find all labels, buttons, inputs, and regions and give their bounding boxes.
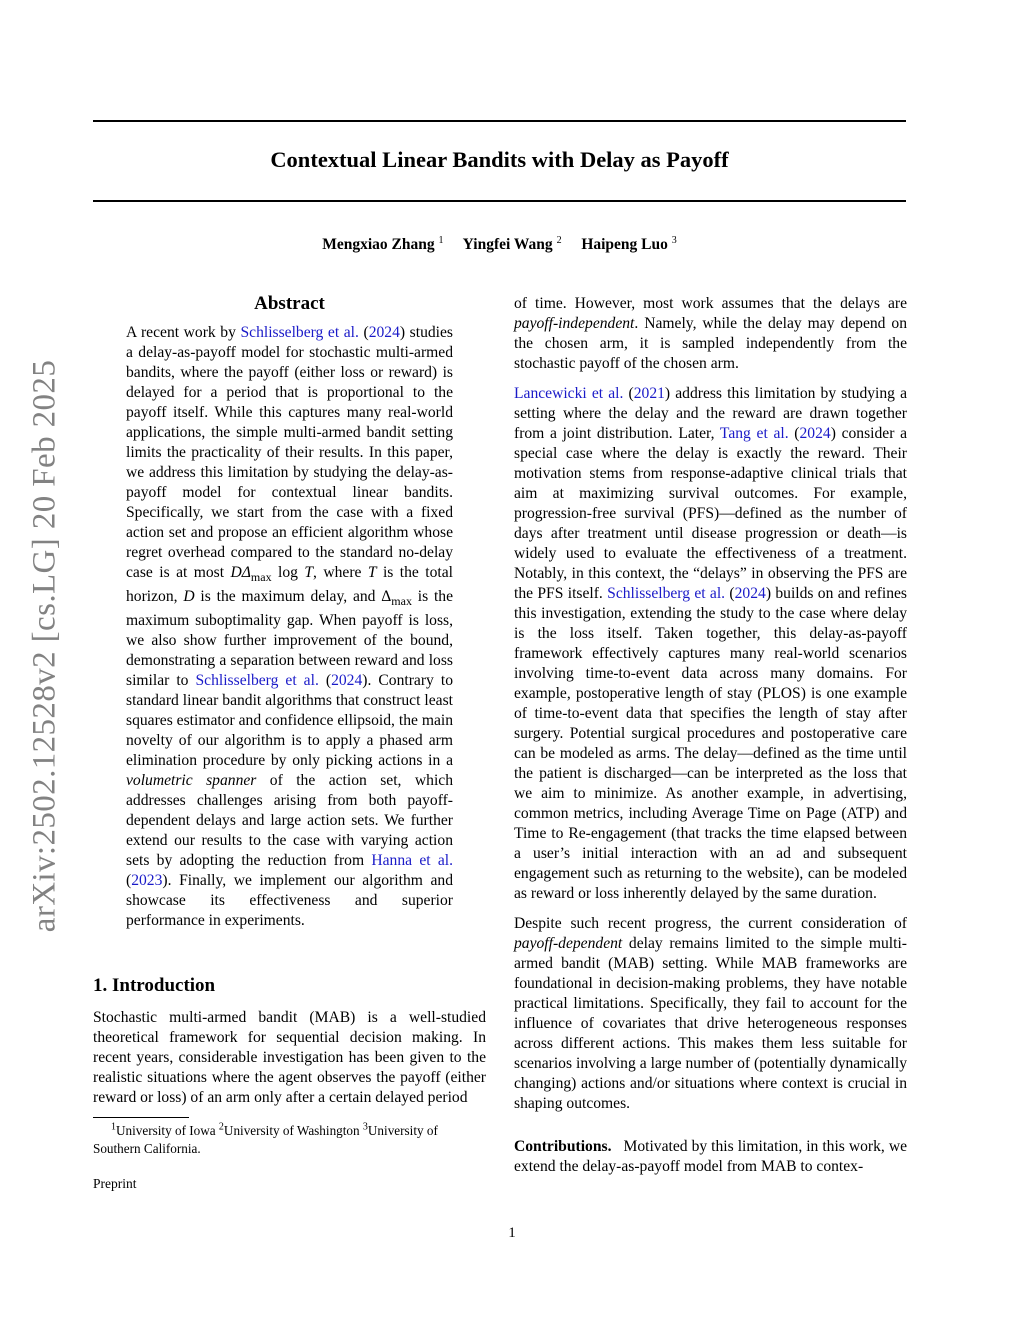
section-heading-introduction: 1. Introduction: [93, 975, 216, 997]
math-delta-max: $\Delta_{max}$: [381, 588, 412, 609]
paragraph: Despite such recent progress, the current consideration of payoff-dependent delay remains limited to the simple multi-armed bandit (MAB) setting. While MAB frameworks are foundational in decision-making problems, they have notable practical limitations. Specifically, they fail to account for the influence of covariates that drive heterogeneous responses across different actions. This makes them less suitable for scenarios involving a large number of (potentially dynamically changing) actions and/or situations where context is crucial in shaping outcomes.: [514, 915, 907, 1112]
author-list: [93, 234, 906, 256]
title-top-rule: [93, 120, 906, 122]
paragraph: Lancewicki et al. (2021) address this limitation by studying a setting where the delay and the reward are drawn together from a joint distribution. Later, Tang et al. (2024) consider a special case where the delay is exactly the reward. Their motivation stems from response-adaptive clinical trials that aim at maximizing survival outcomes. For example, progression-free survival (PFS)—defined as the number of days after treatment until disease progression or death—is widely used to evaluate the effectiveness of a treatment. Notably, in this context, the “delays” in observing the PFS are the PFS itself. Schlisselberg et al. (2024) builds on and refines this investigation, extending the study to the case where delay is the loss itself. Taken together, this delay-as-payoff framework effectively captures many real-world scenarios involving time-to-event data across many domains. For example, postoperative length of stay (PLOS) is one example of time-to-event data that specifies the length of stay after surgery. Potential surgical procedures and postoperative care can be modeled as arms. The delay—defined as the time until the patient is discharged—can be interpreted as the loss that we aim to minimize. As another example, in advertising, common metrics, including Average Time on Page (ATP) and Time to Re-engagement (that tracks the time elapsed between a user’s initial interaction with an ad and subsequent engagement such as returning to the website), can be modeled as reward or loss inherently delayed by the same duration.: [514, 385, 908, 902]
footnote-rule: [93, 1117, 189, 1118]
math-regret-bound: $D\Delta_{max}$ log T: [230, 564, 314, 585]
citation-link[interactable]: Schlisselberg et al.: [195, 672, 319, 690]
left-column: [93, 291, 486, 1193]
citation-link[interactable]: Hanna et al.: [371, 852, 453, 870]
author-affiliation-mark: 2: [556, 234, 562, 246]
preprint-label: Preprint: [93, 1176, 137, 1192]
citation-year-link[interactable]: 2024: [368, 324, 400, 341]
citation-link[interactable]: Tang et al.: [719, 425, 789, 442]
abstract-text: A recent work by Schlisselberg et al. (2024) studies a delay-as-payoff model for stochastic multi-armed bandits, where the payoff (either loss or reward) is delayed for a period that is proportional to the payoff itself. While this captures many real-world applications, the simple multi-armed bandit setting limits the practicality of their results. In this paper, we address this limitation by studying the delay-as-payoff model for contextual linear bandits. Specifically, we start from the case with a fixed action set and propose an efficient algorithm whose regret overhead compared to the standard no-delay case is at most $D\Delta_{max}$ log T, where T is the total horizon, D is the maximum delay, and $\Delta_{max}$ is the maximum suboptimality gap. When payoff is loss, we also show further improvement of the bound, demonstrating a separation between reward and loss similar to Schlisselberg et al. (2024). Contrary to standard linear bandit algorithms that construct least squares estimator and confidence ellipsoid, the main novelty of our algorithm is to apply a phased arm elimination procedure by only picking actions in a volumetric spanner of the action set, which addresses challenges arising from both payoff-dependent delays and large action sets. We further extend our results to the case with varying action sets by adopting the reduction from Hanna et al. (2023). Finally, we implement our algorithm and showcase its effectiveness and superior performance in experiments.: [126, 324, 454, 930]
author-affiliation-mark: 3: [671, 234, 677, 246]
paragraph: of time. However, most work assumes that the delays are payoff-independent. Namely, while the delay may depend on the chosen arm, it is sampled independently from the stochastic payoff of the chosen arm.: [514, 295, 907, 372]
run-in-heading-contributions: Contributions.: [514, 1138, 612, 1155]
paper-title: Contextual Linear Bandits with Delay as Payoff: [270, 147, 729, 172]
introduction-paragraph: Stochastic multi-armed bandit (MAB) is a well-studied theoretical framework for sequential decision making. In recent years, considerable investigation has been given to the realistic situations where the agent observes the payoff (either reward or loss) of an arm only after a certain delayed period: [93, 1009, 486, 1107]
paragraph: Contributions. Motivated by this limitation, in this work, we extend the delay-as-payoff model from MAB to contex-: [514, 1138, 907, 1175]
title-bottom-rule: [93, 200, 906, 202]
arxiv-identifier-sidebar: arXiv:2502.12528v2 [cs.LG] 20 Feb 2025: [26, 359, 63, 933]
affiliation-footnote: $^1$University of Iowa $^2$University of Washington $^3$University of Southern California.: [93, 1121, 438, 1157]
citation-link[interactable]: Schlisselberg et al.: [240, 324, 359, 341]
citation-year-link[interactable]: 2024: [734, 585, 766, 602]
citation-year-link[interactable]: 2021: [633, 385, 665, 402]
author-name: Yingfei Wang: [462, 236, 553, 253]
citation-link[interactable]: Schlisselberg et al.: [607, 585, 726, 602]
citation-year-link[interactable]: 2024: [331, 672, 363, 690]
citation-link[interactable]: Lancewicki et al.: [514, 385, 624, 402]
page-number: 1: [508, 1225, 516, 1241]
author-name: Mengxiao Zhang: [322, 236, 435, 253]
author-affiliation-mark: 1: [438, 234, 444, 246]
citation-year-link[interactable]: 2024: [799, 425, 831, 442]
right-column: [514, 294, 907, 1177]
citation-year-link[interactable]: 2023: [131, 872, 163, 890]
abstract-heading: Abstract: [254, 293, 325, 314]
author-name: Haipeng Luo: [581, 236, 668, 253]
